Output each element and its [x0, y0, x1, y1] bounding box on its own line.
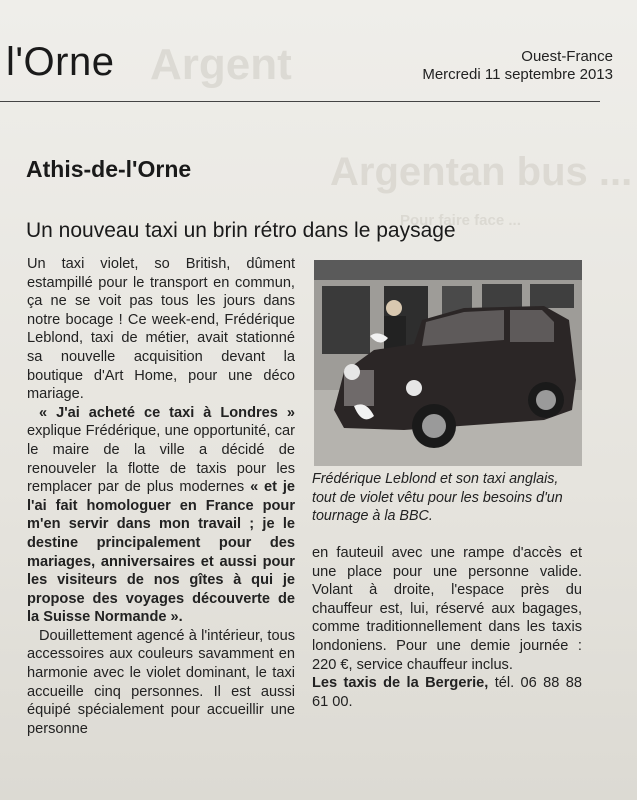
article-column-right — [312, 544, 582, 711]
masthead — [422, 48, 613, 84]
issue-date: Mercredi 11 septembre 2013 — [422, 66, 613, 83]
header-rule — [0, 101, 600, 102]
ghost-text-top: Argent — [150, 40, 292, 89]
taxi-photo — [314, 260, 582, 466]
paragraph-quote — [27, 404, 295, 627]
contact-phone: tél. 06 88 88 61 00. — [312, 675, 582, 710]
quote-london: « J'ai acheté ce taxi à Londres » — [39, 404, 295, 421]
contact-name: Les taxis de la Bergerie, — [312, 675, 489, 692]
paragraph-interior: Douillettement agencé à l'intérieur, tous accessoires aux couleurs savamment en harmonie avec le violet dominant, le taxi accueille cinq personnes. Il est aussi équipé spécialement pour accueillir une personne — [27, 627, 295, 737]
newspaper-name: Ouest-France — [521, 48, 613, 65]
ghost-text-line: Pour faire face ... — [400, 212, 521, 229]
article-column-left — [27, 255, 295, 738]
contact-info — [312, 674, 582, 711]
quote-homologation: « et je l'ai fait homologuer en France pour m'en servir dans mon travail ; je le destine principalement pour des mariages, anniversaires et aussi pour les visiteurs de nos gîtes à qui je propose des voyages découverte de la Suisse Normande ». — [27, 479, 295, 626]
ghost-text-middle: Argentan bus ... — [330, 150, 633, 194]
paragraph-explanation: explique Frédérique, une opportunité, car le maire de la ville a décidé de renouveler la flotte de taxis pour les remplacer par de plus modernes — [27, 423, 295, 496]
section-title: l'Orne — [6, 40, 115, 84]
photo-caption: Frédérique Leblond et son taxi anglais, tout de violet vêtu pour les besoins d'un tournage à la BBC. — [312, 471, 563, 525]
taxi-illustration — [314, 260, 582, 466]
paragraph-intro: Un taxi violet, so British, dûment estampillé pour le transport en commun, ça ne se voit pas tous les jours dans notre bocage ! Ce week-end, Frédérique Leblond, taxi de métier, avait stationné sa nouvelle acquisition devant la boutique d'Art Home, pour une déco mariage. — [27, 256, 295, 403]
article-headline: Un nouveau taxi un brin rétro dans le paysage — [26, 219, 456, 242]
town-heading: Athis-de-l'Orne — [26, 156, 192, 182]
paragraph-continued: en fauteuil avec une rampe d'accès et une place pour une personne valide. Volant à droite, l'espace près du chauffeur est, lui, réservé aux bagages, comme traditionnellement dans les taxis londoniens. Pour une demie journée : 220 €, service chauffeur inclus. — [312, 545, 582, 673]
